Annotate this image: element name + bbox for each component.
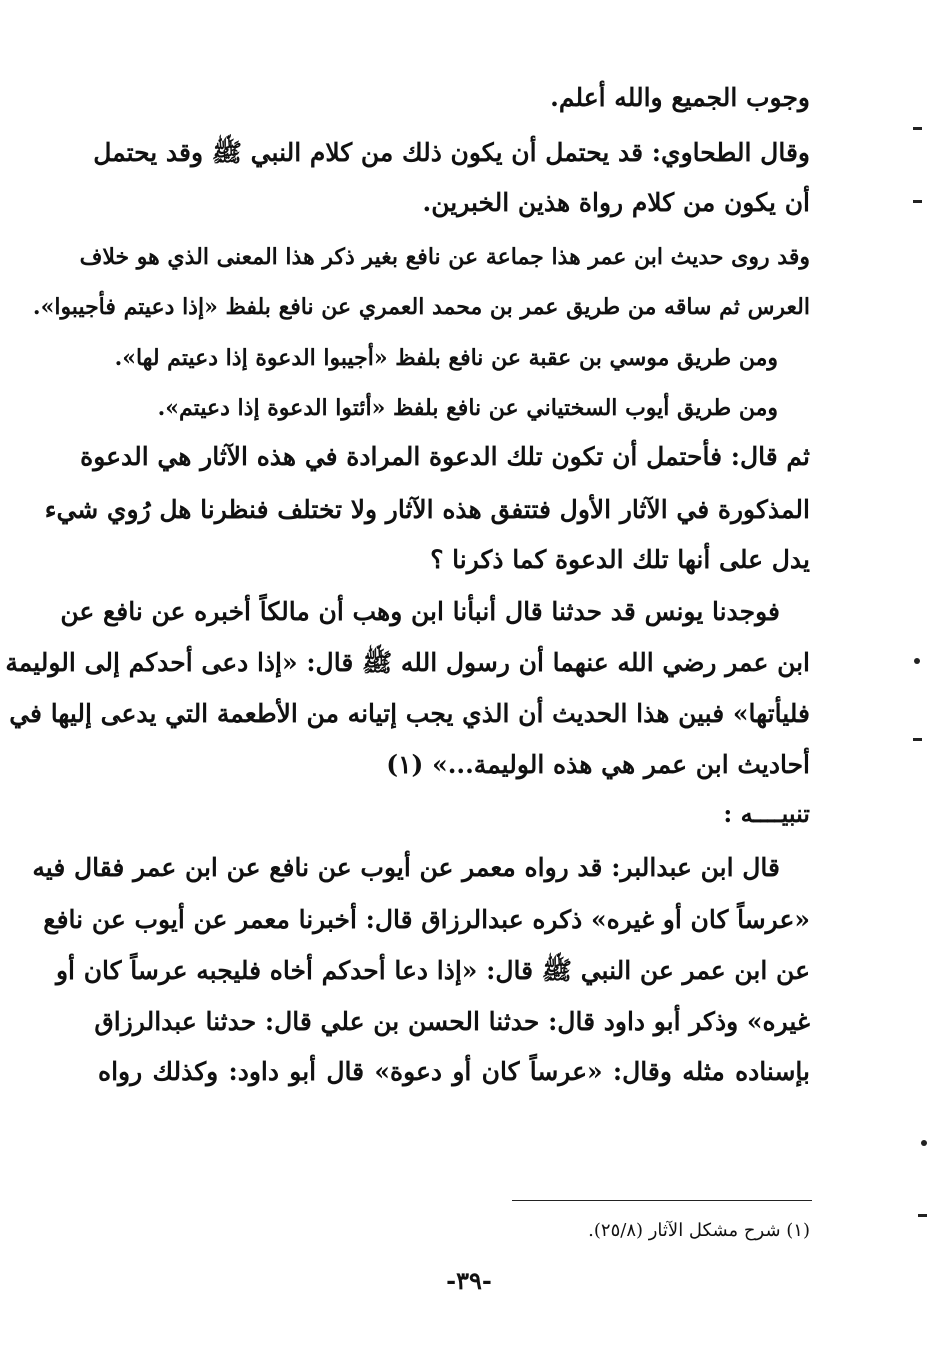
page-number: -٣٩- [446,1266,492,1295]
text-line-7: ومن طريق أيوب السختياني عن نافع بلفظ «أئتوا الدعوة إذا دعيتم». [157,395,778,421]
footnote-separator [512,1200,812,1201]
text-line-6: ومن طريق موسي بن عقبة عن نافع بلفظ «أجيبوا الدعوة إذا دعيتم لها». [114,345,778,371]
margin-mark [914,658,920,664]
text-line-13: فليأتها» فبين هذا الحديث أن الذي يجب إتيانه من الأطعمة التي يدعى إليها في [9,699,810,728]
text-line-19: بإسناده مثله وقال: «عرساً كان أو دعوة» قال أبو داود: وكذلك رواه [98,1057,810,1086]
margin-mark [913,127,922,130]
text-line-15: قال ابن عبدالبر: قد رواه معمر عن أيوب عن نافع عن ابن عمر فقال فيه [32,853,780,882]
margin-mark [921,1140,927,1146]
text-line-18: غيره» وذكر أبو داود قال: حدثنا الحسن بن علي قال: حدثنا عبدالرزاق [94,1007,810,1036]
section-heading: تنبيــــه : [723,799,810,828]
text-line-14: أحاديث ابن عمر هي هذه الوليمة...» (١) [386,750,810,779]
text-line-2: وقال الطحاوي: قد يحتمل أن يكون ذلك من كلام النبي ﷺ وقد يحتمل [93,138,810,167]
text-line-17: عن ابن عمر عن النبي ﷺ قال: «إذا دعا أحدكم أخاه فليجبه عرساً كان أو [55,956,810,985]
text-line-1: وجوب الجميع والله أعلم. [550,83,810,112]
text-line-12: ابن عمر رضي الله عنهما أن رسول الله ﷺ قال: «إذا دعى أحدكم إلى الوليمة [5,648,810,677]
footnote: (١) شرح مشكل الآثار (٢٥/٨). [588,1220,810,1241]
margin-mark [913,738,922,741]
text-line-10: يدل على أنها تلك الدعوة كما ذكرنا ؟ [430,545,810,574]
margin-mark [918,1214,927,1217]
text-line-11: فوجدنا يونس قد حدثنا قال أنبأنا ابن وهب أن مالكاً أخبره عن نافع عن [60,597,780,626]
margin-mark [913,200,922,203]
text-line-9: المذكورة في الآثار الأول فتتفق هذه الآثار ولا تختلف فنظرنا هل رُوي شيء [44,495,810,524]
text-line-8: ثم قال: فأحتمل أن تكون تلك الدعوة المرادة في هذه الآثار هي الدعوة [80,442,810,471]
text-line-5: العرس ثم ساقه من طريق عمر بن محمد العمري عن نافع بلفظ «إذا دعيتم فأجيبوا». [32,294,810,320]
text-line-4: وقد روى حديث ابن عمر هذا جماعة عن نافع بغير ذكر هذا المعنى الذي هو خلاف [79,244,810,270]
text-line-3: أن يكون من كلام رواة هذين الخبرين. [422,188,810,217]
text-line-16: «عرساً كان أو غيره» ذكره عبدالرزاق قال: أخبرنا معمر عن أيوب عن نافع [43,905,810,934]
